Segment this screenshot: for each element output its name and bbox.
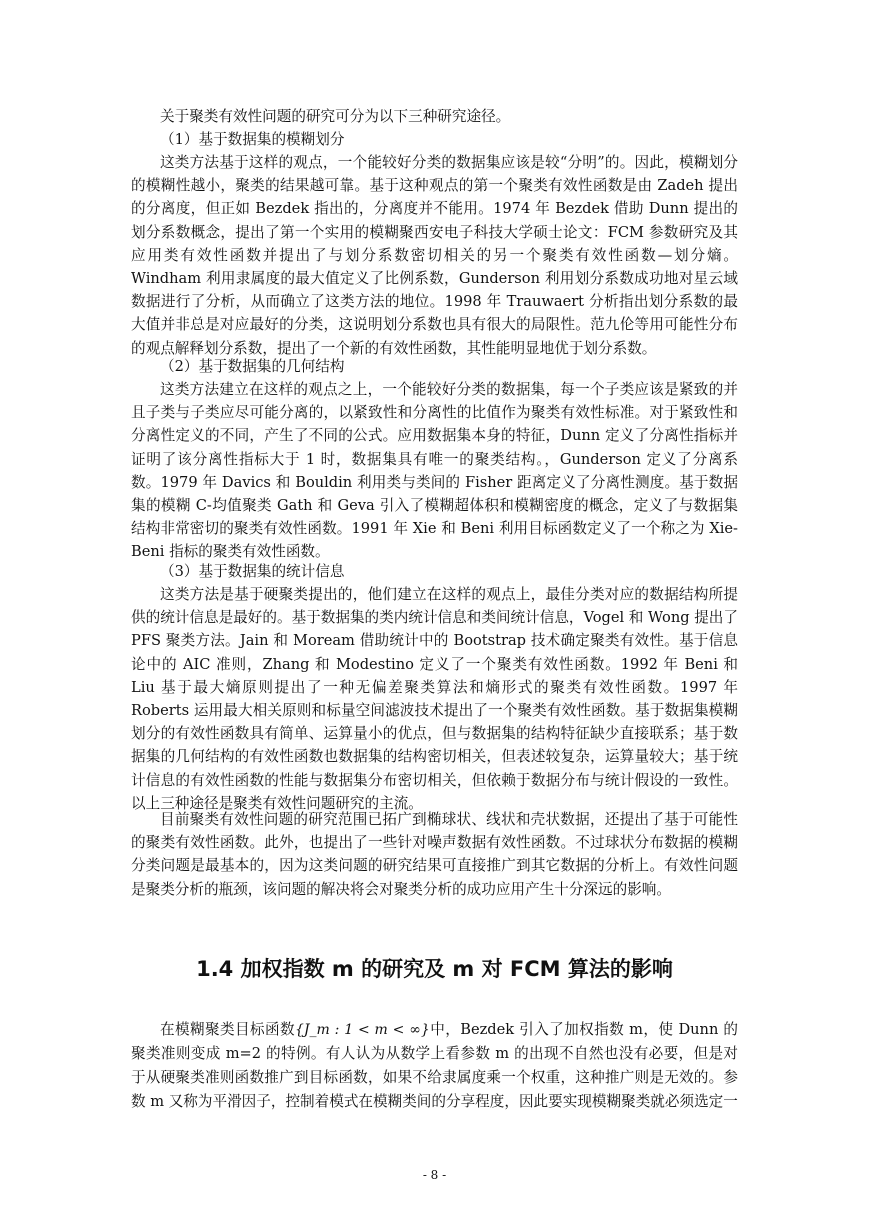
paragraph-text-start: 在模糊聚类目标函数 [160, 1021, 295, 1038]
paragraph-geometric-structure: 这类方法建立在这样的观点之上，一个能较好分类的数据集，每一个子类应该是紧致的并且子类与子类应尽可能分离的，以紧致性和分离性的比值作为聚类有效性标准。对于紧致性和分离性定义的不同，产生了不同的公式。应用数据集本身的特征，Dunn 定义了分离性指标并证明了该分离性指标大于 1 时，数据集具有唯一的聚类结构。，Gunderson 定义了分离系数。1979 年 Davics 和 Bouldin 利用类与类间的 Fisher 距离定义了分离性测度。基于数据集的模糊 C-均值聚类 Gath 和 Geva 引入了模糊超体积和模糊密度的概念，定义了与数据集结构非常密切的聚类有效性函数。1991 年 Xie 和 Beni 利用目标函数定义了一个称之为 Xie-Beni 指标的聚类有效性函数。 [131, 381, 738, 561]
subsection-2-title: （2）基于数据集的几何结构 [160, 358, 345, 375]
paragraph-fuzzy-partition: 这类方法基于这样的观点，一个能较好分类的数据集应该是较“分明”的。因此，模糊划分的模糊性越小，聚类的结果越可靠。基于这种观点的第一个聚类有效性函数是由 Zadeh 提出的分离度，但正如 Bezdek 指出的，分离度并不能用。1974 年 Bezdek 借助 Dunn 提出的划分系数概念，提出了第一个实用的模糊聚西安电子科技大学硕士论文：FCM 参数研究及其应用类有效性函数并提出了与划分系数密切相关的另一个聚类有效性函数—划分熵。Windham 利用隶属度的最大值定义了比例系数，Gunderson 利用划分系数成功地对星云域数据进行了分析，从而确立了这类方法的地位。1998 年 Trauwaert 分析指出划分系数的最大值并非总是对应最好的分类，这说明划分系数也具有很大的局限性。范九伦等用可能性分布的观点解释划分系数，提出了一个新的有效性函数，其性能明显地优于划分系数。 [131, 154, 738, 357]
paragraph-weighting-exponent [131, 1018, 738, 1114]
paragraph-current-research: 目前聚类有效性问题的研究范围已拓广到椭球状、线状和壳状数据，还提出了基于可能性的聚类有效性函数。此外，也提出了一些针对噪声数据有效性函数。不过球状分布数据的模糊分类问题是最基本的，因为这类问题的研究结果可直接推广到其它数据的分析上。有效性问题是聚类分析的瓶颈，该问题的解决将会对聚类分析的成功应用产生十分深远的影响。 [131, 811, 738, 898]
paragraph-text-rest: 中，Bezdek 引入了加权指数 m，使 Dunn 的聚类准则变成 m=2 的特例。有人认为从数学上看参数 m 的出现不自然也没有必要，但是对于从硬聚类准则函数推广到目标函数，如果不给隶属度乘一个权重，这种推广则是无效的。参数 m 又称为平滑因子，控制着模式在模糊类间的分享程度，因此要实现模糊聚类就必须选定一 [131, 1021, 738, 1110]
subsection-1-title: （1）基于数据集的模糊划分 [160, 131, 345, 148]
objective-function-formula: {J_m : 1 < m < ∞} [294, 1022, 430, 1038]
intro-paragraph: 关于聚类有效性问题的研究可分为以下三种研究途径。 [160, 108, 511, 125]
page-number: - 8 - [422, 1168, 447, 1182]
section-heading: 1.4 加权指数 m 的研究及 m 对 FCM 算法的影响 [196, 957, 673, 981]
subsection-3-title: （3）基于数据集的统计信息 [160, 563, 345, 580]
paragraph-statistical-info: 这类方法是基于硬聚类提出的，他们建立在这样的观点上，最佳分类对应的数据结构所提供的统计信息是最好的。基于数据集的类内统计信息和类间统计信息，Vogel 和 Wong 提出了 PFS 聚类方法。Jain 和 Moream 借助统计中的 Bootstrap 技术确定聚类有效性。基于信息论中的 AIC 准则，Zhang 和 Modestino 定义了一个聚类有效性函数。1992 年 Beni 和 Liu 基于最大熵原则提出了一种无偏差聚类算法和熵形式的聚类有效性函数。1997 年 Roberts 运用最大相关原则和标量空间滤波技术提出了一个聚类有效性函数。基于数据集模糊划分的有效性函数具有简单、运算量小的优点，但与数据集的结构特征缺少直接联系；基于数据集的几何结构的有效性函数也数据集的结构密切相关，但表述较复杂，运算量较大；基于统计信息的有效性函数的性能与数据集分布密切相关，但依赖于数据分布与统计假设的一致性。以上三种途径是聚类有效性问题研究的主流。 [131, 586, 738, 812]
